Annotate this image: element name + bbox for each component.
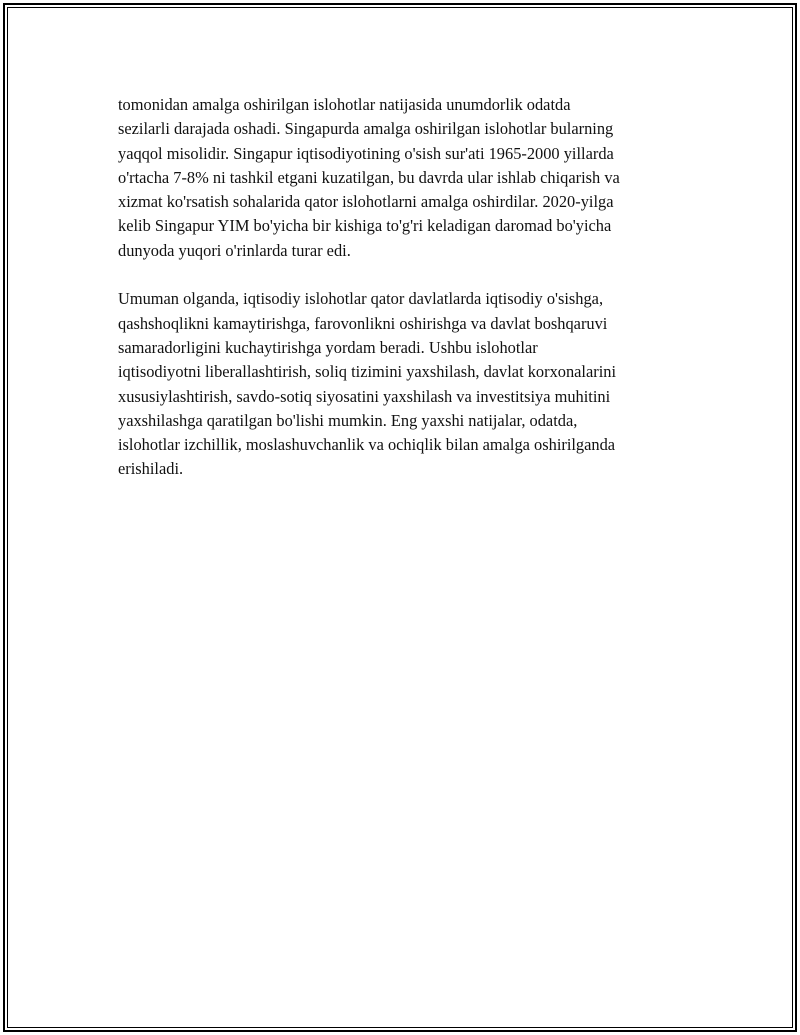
- text-line: dunyoda yuqori o'rinlarda turar edi.: [118, 240, 351, 260]
- text-line: kelib Singapur YIM bo'yicha bir kishiga to'g'ri keladigan daromad bo'yicha: [118, 216, 612, 236]
- document-body: [118, 93, 684, 506]
- text-line: xizmat ko'rsatish sohalarida qator islohotlarni amalga oshirdilar. 2020-yilga: [118, 192, 614, 212]
- text-line: islohotlar izchillik, moslashuvchanlik va ochiqlik bilan amalga oshirilganda: [118, 435, 616, 455]
- paragraph-singapore: [118, 93, 684, 263]
- text-line: samaradorligini kuchaytirishga yordam beradi. Ushbu islohotlar: [118, 337, 538, 357]
- text-line: Umuman olganda, iqtisodiy islohotlar qator davlatlarda iqtisodiy o'sishga,: [118, 289, 604, 309]
- text-line: sezilarli darajada oshadi. Singapurda amalga oshirilgan islohotlar bularning: [118, 119, 614, 139]
- text-line: qashshoqlikni kamaytirishga, farovonlikni oshirishga va davlat boshqaruvi: [118, 313, 608, 333]
- text-line: yaxshilashga qaratilgan bo'lishi mumkin. Eng yaxshi natijalar, odatda,: [118, 410, 578, 430]
- paragraph-summary: [118, 287, 684, 481]
- text-line: yaqqol misolidir. Singapur iqtisodiyotining o'sish sur'ati 1965-2000 yillarda: [118, 143, 614, 163]
- text-line: xususiylashtirish, savdo-sotiq siyosatini yaxshilash va investitsiya muhitini: [118, 386, 611, 406]
- text-line: iqtisodiyotni liberallashtirish, soliq tizimini yaxshilash, davlat korxonalarini: [118, 362, 617, 382]
- text-line: o'rtacha 7-8% ni tashkil etgani kuzatilgan, bu davrda ular ishlab chiqarish va: [118, 167, 620, 187]
- text-line: erishiladi.: [118, 459, 184, 479]
- text-line: tomonidan amalga oshirilgan islohotlar natijasida unumdorlik odatda: [118, 95, 571, 114]
